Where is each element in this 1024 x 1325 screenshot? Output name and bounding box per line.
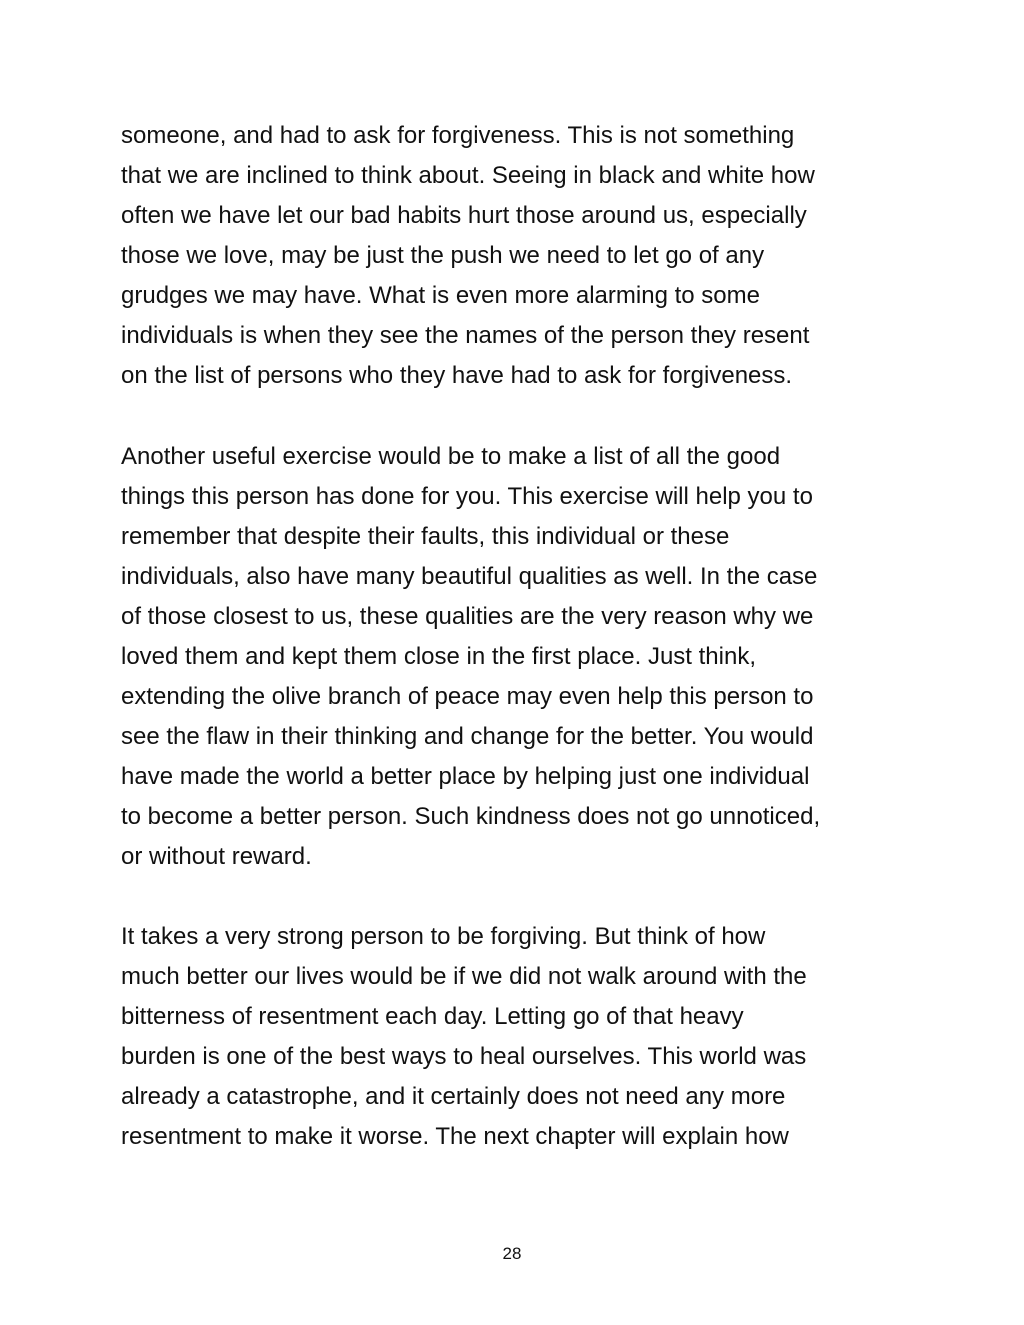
paragraph: [121, 116, 911, 396]
text-line: see the flaw in their thinking and change for the better. You would: [121, 723, 814, 750]
text-line: extending the olive branch of peace may even help this person to: [121, 683, 814, 710]
text-line: those we love, may be just the push we need to let go of any: [121, 242, 765, 269]
text-line: already a catastrophe, and it certainly does not need any more: [121, 1083, 786, 1110]
text-line: of those closest to us, these qualities are the very reason why we: [121, 603, 814, 630]
text-line: or without reward.: [121, 843, 312, 870]
text-line: individuals is when they see the names of the person they resent: [121, 322, 810, 349]
text-line: It takes a very strong person to be forgiving. But think of how: [121, 923, 766, 950]
text-line: to become a better person. Such kindness does not go unnoticed,: [121, 803, 821, 830]
text-line: someone, and had to ask for forgiveness. This is not something: [121, 122, 795, 149]
text-line: resentment to make it worse. The next chapter will explain how: [121, 1123, 789, 1150]
text-line: much better our lives would be if we did not walk around with the: [121, 963, 807, 990]
text-line: on the list of persons who they have had to ask for forgiveness.: [121, 362, 793, 389]
text-line: individuals, also have many beautiful qualities as well. In the case: [121, 563, 818, 590]
page-number: 28: [502, 1244, 522, 1263]
paragraph: [121, 917, 911, 1157]
text-line: grudges we may have. What is even more alarming to some: [121, 282, 760, 309]
text-line: that we are inclined to think about. Seeing in black and white how: [121, 162, 815, 189]
text-line: bitterness of resentment each day. Letting go of that heavy: [121, 1003, 744, 1030]
text-line: remember that despite their faults, this individual or these: [121, 523, 730, 550]
text-line: loved them and kept them close in the first place. Just think,: [121, 643, 756, 670]
text-line: often we have let our bad habits hurt those around us, especially: [121, 202, 807, 229]
text-line: have made the world a better place by helping just one individual: [121, 763, 810, 790]
paragraph: [121, 437, 911, 877]
text-line: Another useful exercise would be to make a list of all the good: [121, 443, 781, 470]
text-line: burden is one of the best ways to heal ourselves. This world was: [121, 1043, 807, 1070]
text-line: things this person has done for you. This exercise will help you to: [121, 483, 813, 510]
